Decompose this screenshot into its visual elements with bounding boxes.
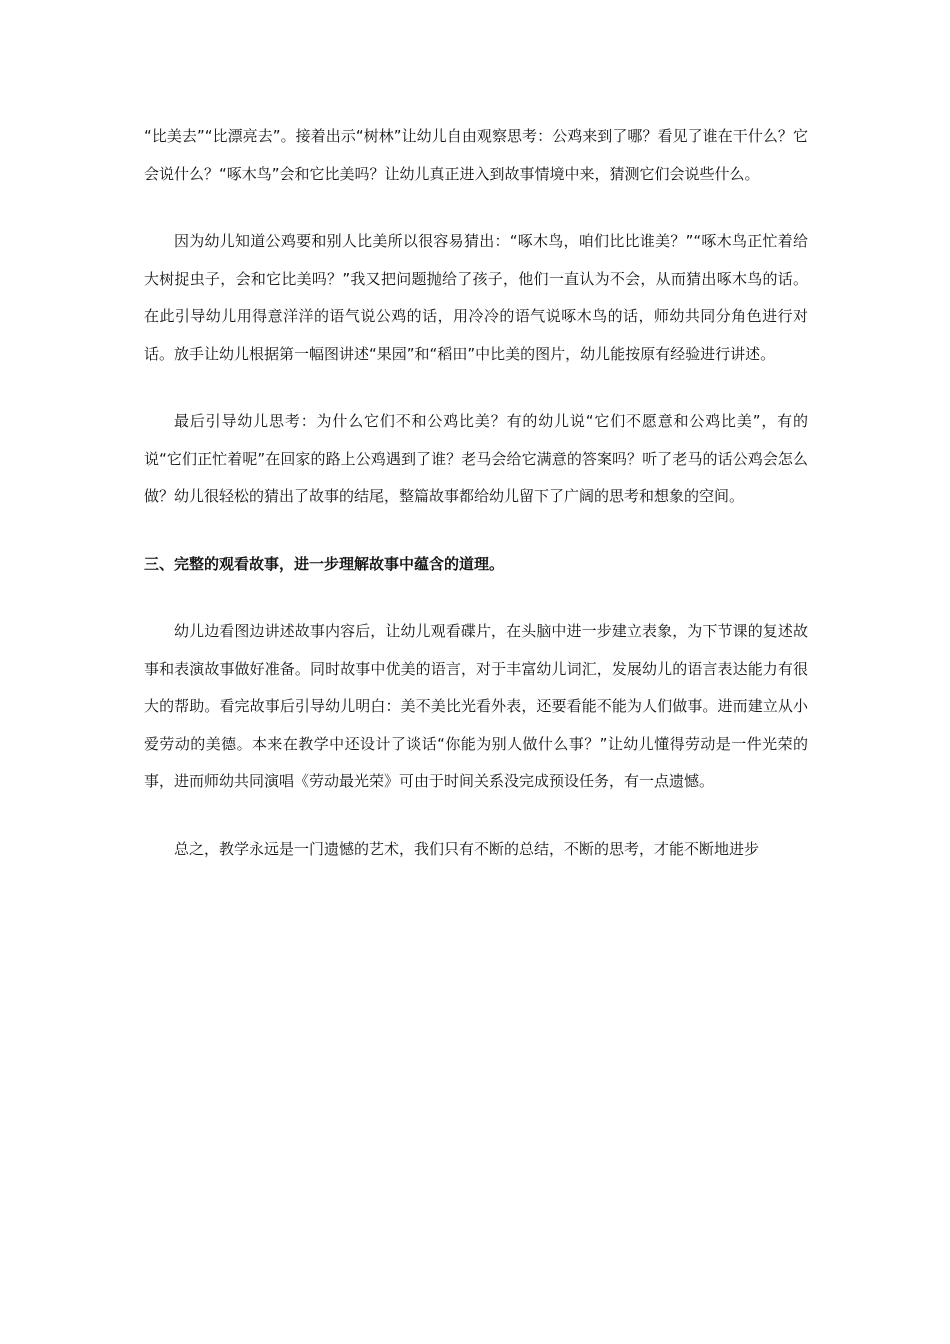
document-body	[144, 118, 808, 898]
paragraph-conclusion: 总之，教学永远是一门遗憾的艺术，我们只有不断的总结，不断的思考，才能不断地进步	[174, 839, 760, 858]
paragraph-guessing-woodpecker: 因为幼儿知道公鸡要和别人比美所以很容易猜出：“啄木鸟，咱们比比谁美？”“啄木鸟正忙着给大树捉虫子，会和它比美吗？”我又把问题抛给了孩子，他们一直认为不会，从而猜出啄木鸟的话。在此引导幼儿用得意洋洋的语气说公鸡的话，用冷冷的语气说啄木鸟的话，师幼共同分角色进行对话。放手让幼儿根据第一幅图讲述“果园”和“稻田”中比美的图片，幼儿能按原有经验进行讲述。	[144, 232, 808, 363]
paragraph-final-thinking: 最后引导幼儿思考：为什么它们不和公鸡比美？有的幼儿说“它们不愿意和公鸡比美”，有的说“它们正忙着呢”在回家的路上公鸡遇到了谁？老马会给它满意的答案吗？听了老马的话公鸡会怎么做？幼儿很轻松的猜出了故事的结尾，整篇故事都给幼儿留下了广阔的思考和想象的空间。	[144, 412, 808, 505]
paragraph-continuation: “比美去”“比漂亮去”。接着出示“树林”让幼儿自由观察思考：公鸡来到了哪？看见了谁在干什么？它会说什么？“啄木鸟”会和它比美吗？让幼儿真正进入到故事情境中来，猜测它们会说些什么。	[144, 127, 808, 183]
paragraph-watch-story: 幼儿边看图边讲述故事内容后，让幼儿观看碟片，在头脑中进一步建立表象，为下节课的复述故事和表演故事做好准备。同时故事中优美的语言，对于丰富幼儿词汇，发展幼儿的语言表达能力有很大的帮助。看完故事后引导幼儿明白：美不美比光看外表，还要看能不能为人们做事。进而建立从小爱劳动的美德。本来在教学中还设计了谈话“你能为别人做什么事？”让幼儿懂得劳动是一件光荣的事，进而师幼共同演唱《劳动最光荣》可由于时间关系没完成预设任务，有一点遗憾。	[144, 622, 808, 790]
section-heading-three: 三、完整的观看故事，进一步理解故事中蕴含的道理。	[144, 554, 505, 573]
